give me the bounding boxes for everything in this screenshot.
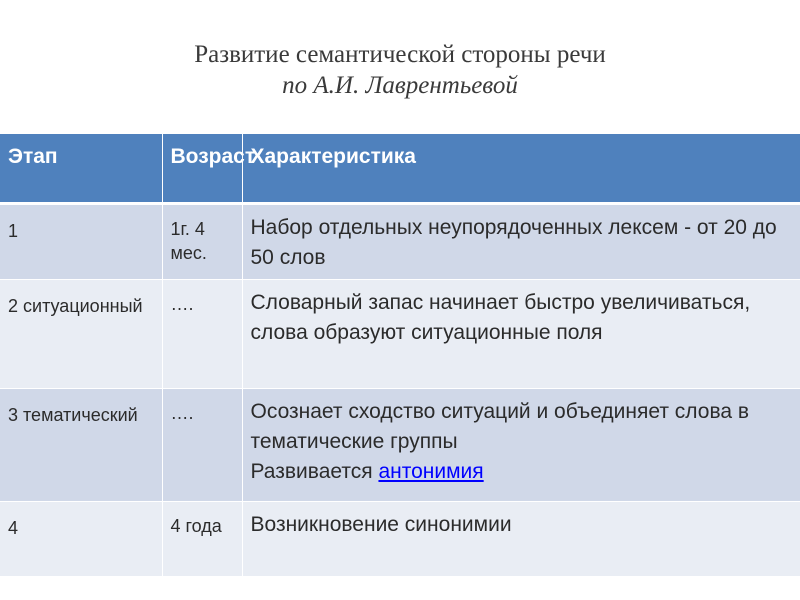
cell-description: Набор отдельных неупорядоченных лексем - от 20 до 50 слов xyxy=(242,204,800,280)
slide-title xyxy=(0,40,800,102)
cell-age: 1г. 4 мес. xyxy=(162,204,242,280)
cell-stage: 3 тематический xyxy=(0,389,162,502)
cell-age: …. xyxy=(162,389,242,502)
cell-age: 4 года xyxy=(162,502,242,577)
description-prefix: Развивается xyxy=(250,460,373,483)
table-header xyxy=(0,134,800,204)
table-row xyxy=(0,389,800,502)
cell-stage: 2 ситуационный xyxy=(0,280,162,389)
title-main: Развитие семантической стороны речи xyxy=(194,41,606,68)
cell-stage: 1 xyxy=(0,204,162,280)
header-stage: Этап xyxy=(0,134,162,204)
cell-description: Словарный запас начинает быстро увеличиваться, слова образуют ситуационные поля xyxy=(242,280,800,389)
cell-description xyxy=(242,389,800,502)
header-description: Характеристика xyxy=(242,134,800,204)
header-row xyxy=(0,134,800,204)
stages-table xyxy=(0,134,800,577)
cell-stage: 4 xyxy=(0,502,162,577)
table-row xyxy=(0,280,800,389)
cell-age: …. xyxy=(162,280,242,389)
table-row xyxy=(0,204,800,280)
description-line xyxy=(251,457,794,487)
header-age: Возраст xyxy=(162,134,242,204)
cell-description: Возникновение синонимии xyxy=(242,502,800,577)
description-text: Осознает сходство ситуаций и объединяет слова в тематические группы xyxy=(250,400,750,453)
antonymy-link[interactable]: антонимия xyxy=(378,460,484,483)
title-subtitle: по А.И. Лаврентьевой xyxy=(282,72,518,99)
table-row xyxy=(0,502,800,577)
